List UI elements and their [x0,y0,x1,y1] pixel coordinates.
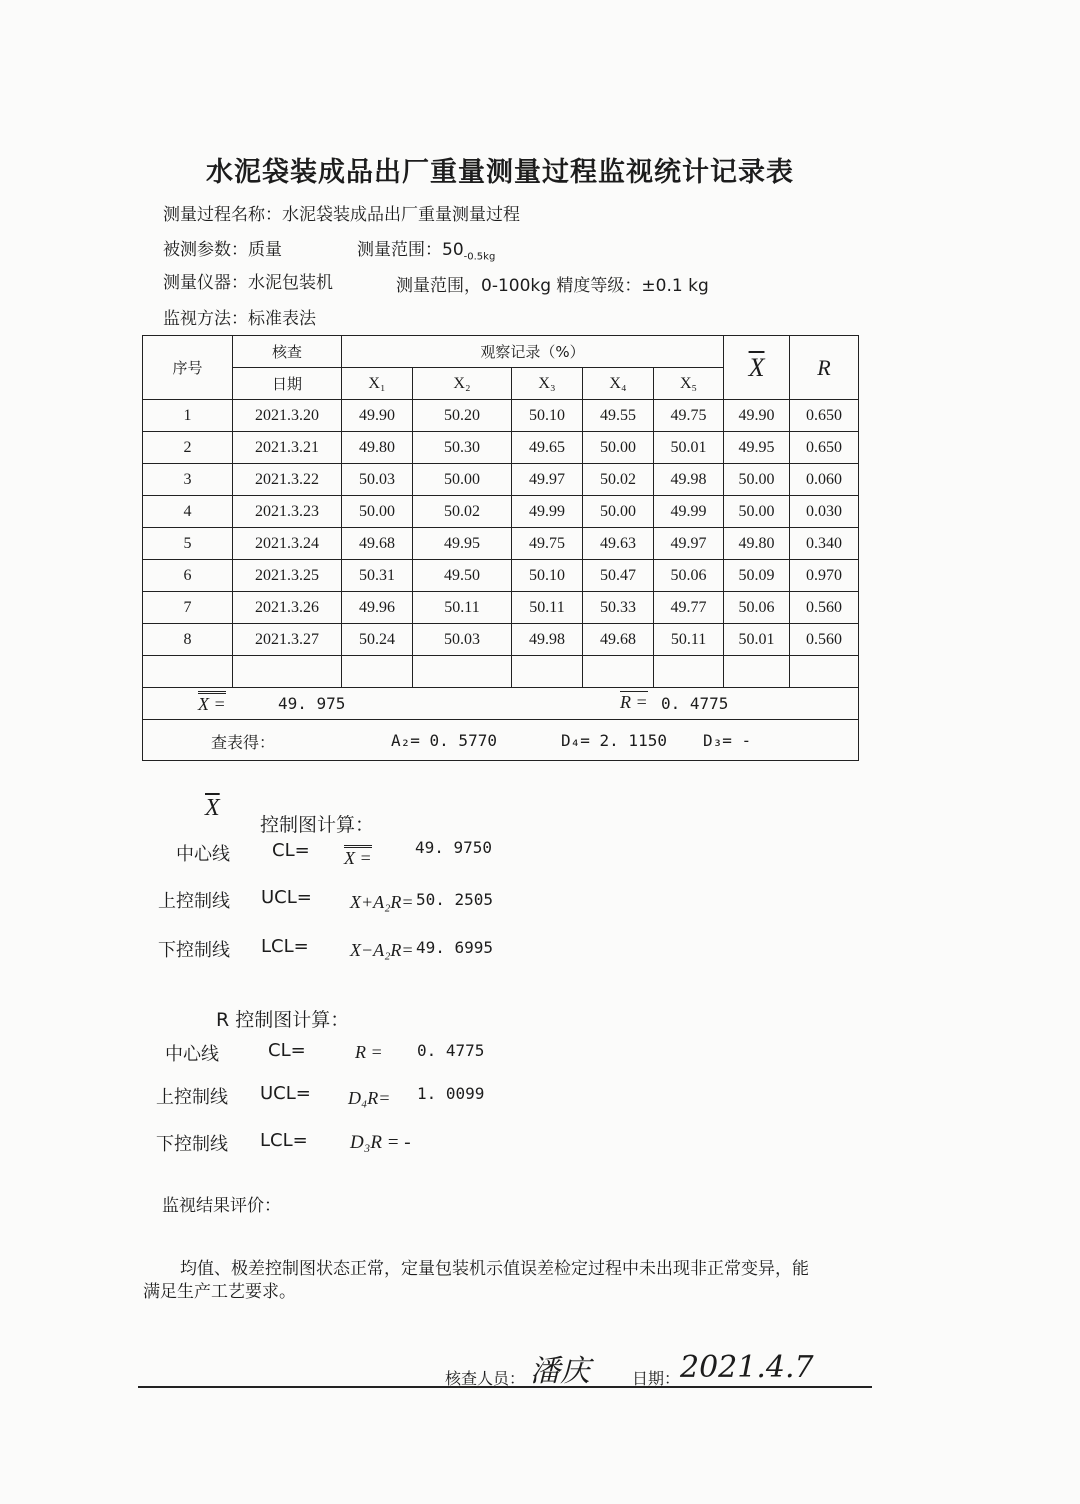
d4-value: D₄= 2. 1150 [561,731,667,750]
cell-seq: 1 [143,400,233,432]
cell-x3: 50.10 [512,400,583,432]
cell-x1: 49.68 [342,528,413,560]
cell-r: 0.650 [790,400,859,432]
xchart-lcl-name: 下控制线 [158,940,230,961]
cell-xbar: 50.06 [724,592,790,624]
cell-xbar: 49.80 [724,528,790,560]
rchart-lcl-formula: D₃R = - [350,1132,411,1153]
cell-x2: 50.03 [413,624,512,656]
cell-x3: 49.99 [512,496,583,528]
date-label: 日期： [632,1369,681,1388]
cell-x1: 50.00 [342,496,413,528]
lookup-row [143,720,859,761]
table-row [143,464,859,496]
cell-seq: 5 [143,528,233,560]
header-xbar: $\overline{X}$ [724,336,790,400]
cell-seq: 7 [143,592,233,624]
cell-x2: 50.02 [413,496,512,528]
cell-x5: 49.75 [654,400,724,432]
cell-x4: 49.68 [583,624,654,656]
record-table [142,335,859,761]
cell-x2: 49.50 [413,560,512,592]
table-row [143,496,859,528]
xchart-lcl-abbr: LCL= [261,936,309,957]
cell-seq: 2 [143,432,233,464]
cell-x4: 49.55 [583,400,654,432]
measurement-range [357,235,495,262]
cell-x1: 50.31 [342,560,413,592]
measured-parameter: 被测参数：质量 [163,240,282,260]
rbar-value: 0. 4775 [661,694,729,713]
cell-x2: 50.20 [413,400,512,432]
cell-x5: 50.06 [654,560,724,592]
table-row [143,528,859,560]
cell-x4: 50.02 [583,464,654,496]
xchart-lcl-formula: X−A₂R= [350,940,414,960]
cell-x4: 50.47 [583,560,654,592]
cell-x3: 49.97 [512,464,583,496]
cell-r: 0.650 [790,432,859,464]
lookup-label: 查表得： [211,735,276,752]
d3-value: D₃= - [703,731,752,750]
xchart-symbol: $\overline{X}$ [205,795,220,821]
cell-x3: 49.65 [512,432,583,464]
monitoring-method: 监视方法：标准表法 [163,309,316,329]
table-row [143,624,859,656]
rchart-heading: R 控制图计算： [216,1009,350,1031]
xchart-cl-formula: X = [344,845,372,869]
xchart-ucl-name: 上控制线 [158,891,230,912]
cell-x2: 49.95 [413,528,512,560]
rchart-lcl-abbr: LCL= [260,1130,308,1151]
rchart-cl-value: 0. 4775 [417,1041,485,1060]
cell-x4: 50.33 [583,592,654,624]
cell-x5: 49.97 [654,528,724,560]
table-row [143,432,859,464]
signature-rule [138,1386,872,1388]
cell-date: 2021.3.21 [233,432,342,464]
cell-date: 2021.3.23 [233,496,342,528]
header-x5: X₅ [654,368,724,400]
cell-x5: 49.77 [654,592,724,624]
cell-x5: 50.11 [654,624,724,656]
cell-date: 2021.3.24 [233,528,342,560]
cell-seq: 4 [143,496,233,528]
instrument: 测量仪器：水泥包装机 [163,273,333,293]
xchart-ucl-value: 50. 2505 [416,890,494,909]
cell-x5: 50.01 [654,432,724,464]
table-row [143,560,859,592]
rbar-label: R = [620,692,648,712]
header-x2: X₂ [413,368,512,400]
header-x4: X₄ [583,368,654,400]
cell-date: 2021.3.27 [233,624,342,656]
cell-r: 0.030 [790,496,859,528]
header-x1: X₁ [342,368,413,400]
cell-seq: 3 [143,464,233,496]
cell-r: 0.060 [790,464,859,496]
table-row [143,592,859,624]
cell-r: 0.560 [790,624,859,656]
cell-xbar: 50.09 [724,560,790,592]
checker-label: 核查人员： [445,1369,526,1388]
cell-xbar: 50.00 [724,496,790,528]
cell-r: 0.340 [790,528,859,560]
page-title: 水泥袋装成品出厂重量测量过程监视统计记录表 [206,157,794,188]
evaluation-line-2: 满足生产工艺要求。 [143,1282,296,1302]
checker-signature: 潘庆 [530,1354,590,1389]
cell-x1: 49.96 [342,592,413,624]
header-r: R [790,336,859,400]
cell-x4: 49.63 [583,528,654,560]
range-tolerance: -0.5kg [463,251,496,263]
cell-x1: 50.03 [342,464,413,496]
header-seq: 序号 [143,336,233,400]
cell-date: 2021.3.26 [233,592,342,624]
summary-row [143,688,859,720]
cell-date: 2021.3.22 [233,464,342,496]
cell-r: 0.560 [790,592,859,624]
a2-value: A₂= 0. 5770 [391,731,497,750]
xbarbar-value: 49. 975 [278,694,346,713]
process-name: 测量过程名称：水泥袋装成品出厂重量测量过程 [163,205,520,225]
header-date: 日期 [233,368,342,400]
cell-x5: 49.99 [654,496,724,528]
cell-seq: 6 [143,560,233,592]
cell-x4: 50.00 [583,496,654,528]
rchart-ucl-formula: D₄R= [348,1088,391,1108]
cell-x3: 49.75 [512,528,583,560]
xbarbar-label: X = [198,691,226,714]
rchart-lcl-name: 下控制线 [156,1134,228,1155]
xchart-ucl-abbr: UCL= [261,887,312,908]
header-check: 核查 [233,336,342,368]
cell-x3: 50.10 [512,560,583,592]
cell-x2: 50.30 [413,432,512,464]
rchart-cl-name: 中心线 [165,1044,219,1065]
cell-x1: 49.80 [342,432,413,464]
cell-x5: 49.98 [654,464,724,496]
cell-xbar: 49.90 [724,400,790,432]
evaluation-line-1: 均值、极差控制图状态正常，定量包装机示值误差检定过程中未出现非正常变异，能 [180,1259,809,1279]
rchart-cl-abbr: CL= [268,1040,306,1061]
cell-xbar: 50.00 [724,464,790,496]
cell-xbar: 50.01 [724,624,790,656]
cell-x2: 50.11 [413,592,512,624]
cell-x3: 49.98 [512,624,583,656]
rchart-ucl-value: 1. 0099 [417,1084,485,1103]
xchart-lcl-value: 49. 6995 [416,938,494,957]
xchart-cl-name: 中心线 [176,844,230,865]
cell-x4: 50.00 [583,432,654,464]
xchart-cl-value: 49. 9750 [415,838,493,857]
xchart-ucl-formula: X+A₂R= [350,892,414,912]
cell-xbar: 49.95 [724,432,790,464]
instrument-range: 测量范围，0-100kg 精度等级：±0.1 kg [396,276,709,296]
cell-date: 2021.3.25 [233,560,342,592]
cell-date: 2021.3.20 [233,400,342,432]
evaluation-label: 监视结果评价： [162,1196,281,1216]
rchart-ucl-abbr: UCL= [260,1083,311,1104]
rchart-ucl-name: 上控制线 [156,1087,228,1108]
xchart-cl-abbr: CL= [272,840,310,861]
cell-x1: 50.24 [342,624,413,656]
date-value: 2021.4.7 [680,1350,814,1385]
cell-x3: 50.11 [512,592,583,624]
header-observation: 观察记录（%） [342,336,724,368]
cell-seq: 8 [143,624,233,656]
rchart-cl-formula: R = [355,1042,383,1062]
range-label: 测量范围：50 [357,240,464,260]
cell-x2: 50.00 [413,464,512,496]
cell-x1: 49.90 [342,400,413,432]
table-row [143,400,859,432]
header-x3: X₃ [512,368,583,400]
xchart-heading: 控制图计算： [260,814,375,836]
cell-r: 0.970 [790,560,859,592]
